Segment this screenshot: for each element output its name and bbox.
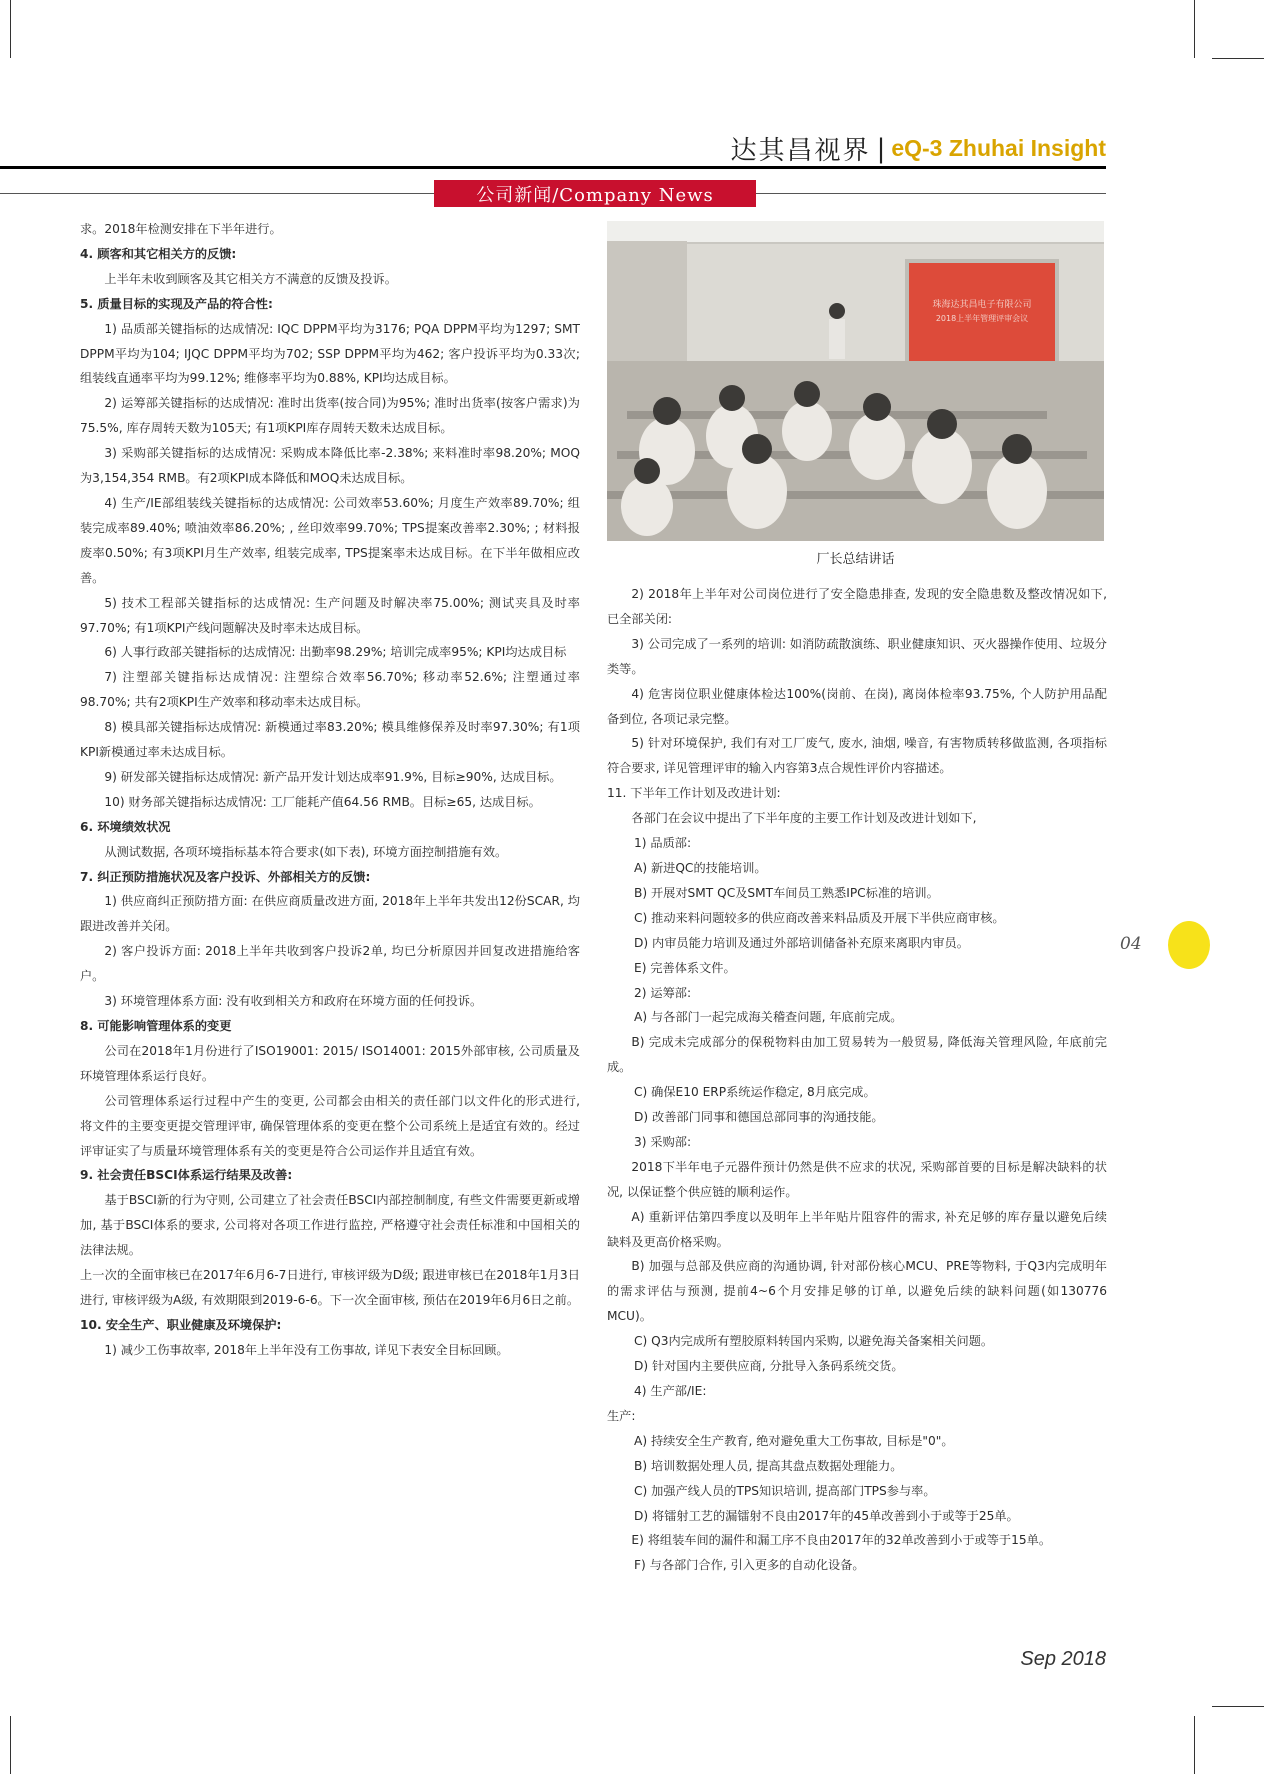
left-paragraph: 1) 品质部关键指标的达成情况: IQC DPPM平均为3176; PQA DPPM平均为1297; SMT DPPM平均为104; IJQC DPPM平均为702; SSP DPPM平均为462; 客户投诉平均为0.33次; 组装线直通率平均为99.12%; 维修率平均为0.88%, KPI均达成目标。: [80, 321, 580, 386]
right-paragraph: E) 将组装车间的漏件和漏工序不良由2017年的32单改善到小于或等于15单。: [631, 1533, 1052, 1548]
left-paragraph: 7. 纠正预防措施状况及客户投诉、外部相关方的反馈:: [80, 869, 371, 884]
left-paragraph: 上一次的全面审核已在2017年6月6-7日进行, 审核评级为D级; 跟进审核已在2018年1月3日进行, 审核评级为A级, 有效期限到2019-6-6。下一次全面审核, 预估在2019年6月6日之前。: [80, 1268, 580, 1307]
right-text-column: [607, 582, 1107, 1578]
right-paragraph: 生产:: [607, 1408, 636, 1423]
right-paragraph: A) 新进QC的技能培训。: [634, 860, 767, 875]
left-paragraph: 3) 环境管理体系方面: 没有收到相关方和政府在环境方面的任何投诉。: [104, 994, 483, 1009]
left-paragraph: 6) 人事行政部关键指标的达成情况: 出勤率98.29%; 培训完成率95%; KPI均达成目标: [104, 645, 567, 660]
left-paragraph: 公司管理体系运行过程中产生的变更, 公司都会由相关的责任部门以文件化的形式进行, 将文件的主要变更提交管理评审, 确保管理体系的变更在整个公司系统上是适宜有效的。经过评审证实了与质量环境管理体系有关的变更是符合公司运作并且适宜有效。: [80, 1093, 580, 1158]
right-paragraph: D) 针对国内主要供应商, 分批导入条码系统交货。: [634, 1359, 904, 1374]
masthead: [731, 130, 1106, 167]
left-paragraph: 10) 财务部关键指标达成情况: 工厂能耗产值64.56 RMB。目标≥65, 达成目标。: [104, 794, 541, 809]
right-paragraph: 3) 采购部:: [634, 1134, 692, 1149]
page-number: 04: [1120, 934, 1142, 954]
crop-mark: [1194, 1716, 1195, 1774]
left-paragraph: 公司在2018年1月份进行了ISO19001: 2015/ ISO14001: 2015外部审核, 公司质量及环境管理体系运行良好。: [80, 1043, 580, 1083]
issue-date: Sep 2018: [1020, 1648, 1106, 1670]
left-paragraph: 7) 注塑部关键指标达成情况: 注塑综合效率56.70%; 移动率52.6%; 注塑通过率98.70%; 共有2项KPI生产效率和移动率未达成目标。: [80, 670, 580, 710]
right-paragraph: 各部门在会议中提出了下半年度的主要工作计划及改进计划如下,: [631, 811, 977, 826]
left-paragraph: 4) 生产/IE部组装线关键指标的达成情况: 公司效率53.60%; 月度生产效率89.70%; 组装完成率89.40%; 喷油效率86.20%; , 丝印效率99.70%; TPS提案改善率2.30%; ; 材料报废率0.50%; 有3项KPI月生产效率, 组装完成率, TPS提案率未达成目标。在下半年做相应改善。: [80, 495, 580, 585]
right-paragraph: E) 完善体系文件。: [634, 960, 736, 975]
meeting-photo: [607, 221, 1104, 541]
left-paragraph: 6. 环境绩效状况: [80, 819, 171, 834]
right-paragraph: D) 将镭射工艺的漏镭射不良由2017年的45单改善到小于或等于25单。: [634, 1508, 1019, 1523]
right-paragraph: 4) 危害岗位职业健康体检达100%(岗前、在岗), 离岗体检率93.75%, 个人防护用品配备到位, 各项记录完整。: [607, 686, 1107, 726]
left-paragraph: 9) 研发部关键指标达成情况: 新产品开发计划达成率91.9%, 目标≥90%, 达成目标。: [104, 769, 562, 784]
slide-title-line2: 2018上半年管理评审会议: [935, 314, 1029, 323]
photo-caption: 厂长总结讲话: [816, 552, 895, 567]
right-paragraph: A) 重新评估第四季度以及明年上半年贴片阻容件的需求, 补充足够的库存量以避免后续缺料及更高价格采购。: [607, 1209, 1107, 1249]
left-paragraph: 9. 社会责任BSCI体系运行结果及改善:: [80, 1168, 293, 1183]
right-paragraph: B) 培训数据处理人员, 提高其盘点数据处理能力。: [634, 1458, 903, 1473]
crop-mark: [10, 0, 11, 58]
left-paragraph: 8) 模具部关键指标达成情况: 新模通过率83.20%; 模具维修保养及时率97.30%; 有1项KPI新模通过率未达成目标。: [80, 720, 580, 760]
left-paragraph: 从测试数据, 各项环境指标基本符合要求(如下表), 环境方面控制措施有效。: [104, 844, 508, 859]
right-paragraph: D) 改善部门同事和德国总部同事的沟通技能。: [634, 1110, 884, 1125]
right-paragraph: C) 加强产线人员的TPS知识培训, 提高部门TPS参与率。: [634, 1483, 936, 1498]
left-paragraph: 5. 质量目标的实现及产品的符合性:: [80, 296, 273, 311]
left-paragraph: 3) 采购部关键指标的达成情况: 采购成本降低比率-2.38%; 来料准时率98.20%; MOQ为3,154,354 RMB。有2项KPI成本降低和MOQ未达成目标。: [80, 446, 580, 486]
left-paragraph: 2) 客户投诉方面: 2018上半年共收到客户投诉2单, 均已分析原因并回复改进措施给客户。: [80, 944, 580, 984]
right-paragraph: 1) 品质部:: [634, 836, 692, 851]
right-paragraph: B) 完成未完成部分的保税物料由加工贸易转为一般贸易, 降低海关管理风险, 年底前完成。: [607, 1035, 1107, 1075]
brand-chinese: 达其昌视界: [730, 136, 871, 166]
right-paragraph: 5) 针对环境保护, 我们有对工厂废气, 废水, 油烟, 噪音, 有害物质转移做监测, 各项指标符合要求, 详见管理评审的输入内容第3点合规性评价内容描述。: [607, 736, 1107, 776]
brand-english: eQ-3 Zhuhai Insight: [891, 135, 1106, 161]
left-paragraph: 1) 减少工伤事故率, 2018年上半年没有工伤事故, 详见下表安全目标回顾。: [104, 1342, 509, 1357]
left-paragraph: 求。2018年检测安排在下半年进行。: [80, 222, 282, 236]
right-paragraph: 3) 公司完成了一系列的培训: 如消防疏散演练、职业健康知识、灭火器操作使用、垃圾分类等。: [607, 636, 1107, 676]
right-paragraph: 2) 运筹部:: [634, 985, 692, 1000]
right-paragraph: 11. 下半年工作计划及改进计划:: [607, 786, 781, 801]
decorative-dot: [1168, 921, 1210, 969]
right-paragraph: 2018下半年电子元器件预计仍然是供不应求的状况, 采购部首要的目标是解决缺料的状况, 以保证整个供应链的顺利运作。: [607, 1159, 1107, 1199]
left-paragraph: 10. 安全生产、职业健康及环境保护:: [80, 1317, 282, 1332]
right-paragraph: F) 与各部门合作, 引入更多的自动化设备。: [634, 1558, 865, 1573]
left-paragraph: 4. 顾客和其它相关方的反馈:: [80, 246, 237, 261]
right-paragraph: C) 推动来料问题较多的供应商改善来料品质及开展下半供应商审核。: [634, 910, 1005, 925]
header-rule: [0, 166, 1106, 169]
right-paragraph: 4) 生产部/IE:: [634, 1384, 707, 1398]
crop-mark: [1212, 58, 1264, 59]
crop-mark: [10, 1716, 11, 1774]
left-text-column: [80, 217, 580, 1363]
left-paragraph: 基于BSCI新的行为守则, 公司建立了社会责任BSCI内部控制制度, 有些文件需要更新或增加, 基于BSCI体系的要求, 公司将对各项工作进行监控, 严格遵守社会责任标准和中国相关的法律法规。: [80, 1193, 580, 1258]
left-paragraph: 5) 技术工程部关键指标的达成情况: 生产问题及时解决率75.00%; 测试夹具及时率97.70%; 有1项KPI产线问题解决及时率未达成目标。: [80, 595, 580, 635]
right-paragraph: B) 开展对SMT QC及SMT车间员工熟悉IPC标准的培训。: [634, 885, 939, 900]
section-banner: 公司新闻/Company News: [434, 180, 756, 207]
left-paragraph: 上半年未收到顾客及其它相关方不满意的反馈及投诉。: [104, 271, 397, 286]
left-paragraph: 8. 可能影响管理体系的变更: [80, 1019, 232, 1033]
right-paragraph: A) 与各部门一起完成海关稽查问题, 年底前完成。: [634, 1010, 903, 1025]
right-paragraph: D) 内审员能力培训及通过外部培训储备补充原来离职内审员。: [634, 935, 969, 950]
meeting-photo-illustration: [607, 221, 1104, 541]
brand-separator: |: [876, 133, 886, 164]
crop-mark: [1212, 1706, 1264, 1707]
left-paragraph: 2) 运筹部关键指标的达成情况: 准时出货率(按合同)为95%; 准时出货率(按客户需求)为75.5%, 库存周转天数为105天; 有1项KPI库存周转天数未达成目标。: [80, 396, 580, 436]
left-paragraph: 1) 供应商纠正预防措方面: 在供应商质量改进方面, 2018年上半年共发出12份SCAR, 均跟进改善并关闭。: [80, 894, 580, 934]
crop-mark: [1194, 0, 1195, 58]
right-paragraph: C) 确保E10 ERP系统运作稳定, 8月底完成。: [634, 1085, 876, 1100]
right-paragraph: C) Q3内完成所有塑胶原料转国内采购, 以避免海关备案相关问题。: [634, 1334, 994, 1349]
right-paragraph: A) 持续安全生产教育, 绝对避免重大工伤事故, 目标是"0"。: [634, 1433, 954, 1448]
slide-title-line1: 珠海达其昌电子有限公司: [932, 300, 1032, 310]
right-paragraph: B) 加强与总部及供应商的沟通协调, 针对部份核心MCU、PRE等物料, 于Q3内完成明年的需求评估与预测, 提前4~6个月安排足够的订单, 以避免后续的缺料问题(如130776 MCU)。: [607, 1259, 1107, 1324]
right-paragraph: 2) 2018年上半年对公司岗位进行了安全隐患排查, 发现的安全隐患数及整改情况如下, 已全部关闭:: [607, 587, 1107, 626]
